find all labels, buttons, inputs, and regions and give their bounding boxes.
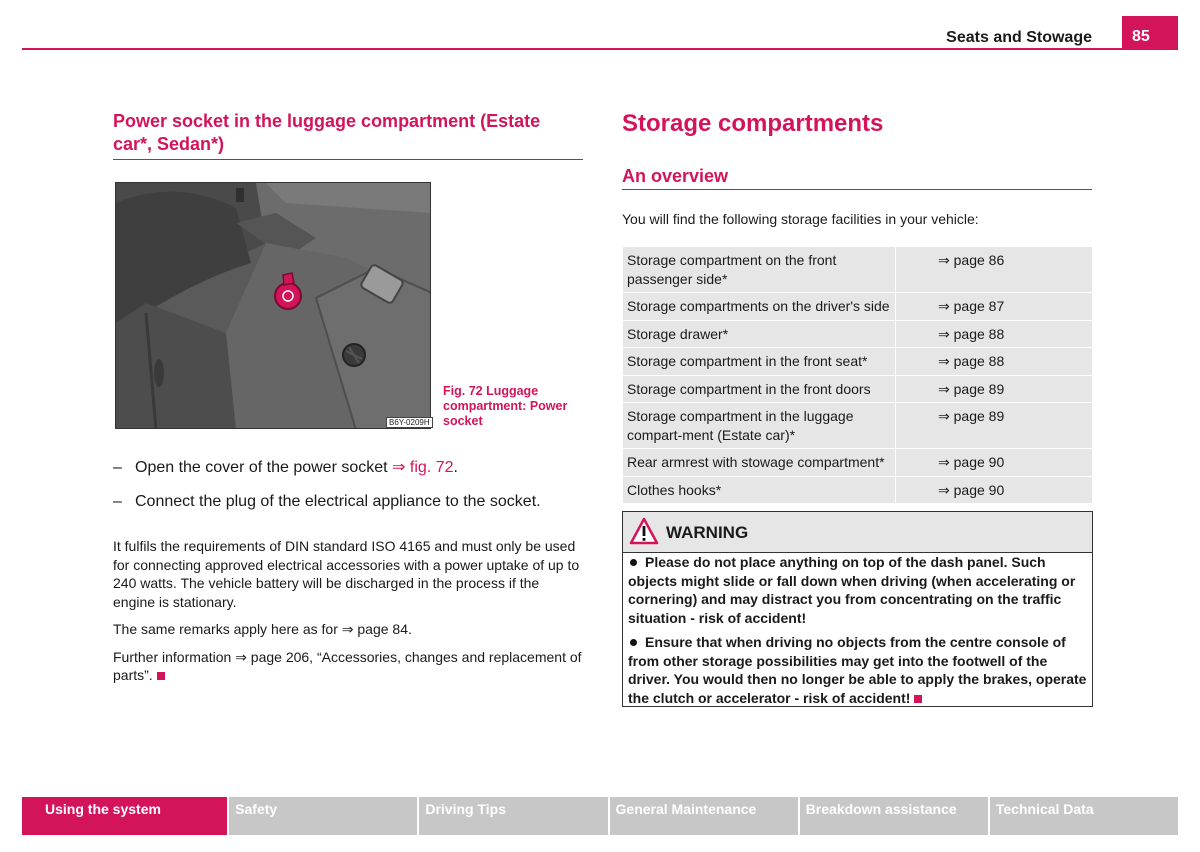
- step-item: – Connect the plug of the electrical appliance to the socket.: [113, 493, 541, 510]
- figure-caption: Fig. 72 Luggage compartment: Power socket: [443, 384, 568, 428]
- page-link[interactable]: ⇒ page 90: [896, 476, 1093, 504]
- power-socket-section: [113, 110, 583, 160]
- warning-item: Ensure that when driving no objects from the centre console of from other storage possibilities may get into the footwell of the driver. You would then no longer be able to apply the brakes, operate the clutch or accelerator - risk of accident!: [628, 633, 1087, 706]
- warning-item: Please do not place anything on top of the dash panel. Such objects might slide or fall down when driving (when accelerating or cornering) and may distract you from concentrating on the traffic situation - risk of accident!: [628, 554, 1076, 627]
- page-link[interactable]: ⇒ page 88: [896, 348, 1093, 376]
- page-link[interactable]: ⇒ page 87: [896, 293, 1093, 321]
- table-row: Rear armrest with stowage compartment* ⇒ page 90: [623, 449, 1093, 477]
- table-row: Storage drawer* ⇒ page 88: [623, 320, 1093, 348]
- warning-box: [622, 511, 1093, 707]
- tab-using-the-system[interactable]: Using the system: [22, 797, 227, 835]
- table-row: Storage compartment in the front doors ⇒ page 89: [623, 375, 1093, 403]
- bullet-icon: [630, 639, 637, 646]
- warning-header: [623, 512, 1092, 553]
- figure-code: B6Y-0209H: [386, 417, 433, 428]
- section-title: Power socket in the luggage compartment (Estate car*, Sedan*): [113, 110, 583, 160]
- paragraph: It fulfils the requirements of DIN standard ISO 4165 and must only be used for connecting approved electrical accessories with a power uptake of up to 240 watts. The vehicle battery will be discharged in the process if the engine is stationary.: [113, 538, 580, 610]
- table-row: Storage compartment on the front passenger side* ⇒ page 86: [623, 247, 1093, 293]
- warning-label: WARNING: [666, 523, 749, 542]
- power-socket-illustration: [116, 183, 431, 429]
- header-rule: [22, 48, 1178, 50]
- page-link[interactable]: ⇒ page 86: [896, 247, 1093, 293]
- page-link[interactable]: ⇒ page 90: [896, 449, 1093, 477]
- page-link[interactable]: ⇒ page 89: [896, 375, 1093, 403]
- page-number: 85: [1122, 16, 1178, 50]
- paragraph: Further information ⇒ page 206, “Accessories, changes and replacement of parts”.: [113, 648, 582, 683]
- intro-text: You will find the following storage facilities in your vehicle:: [622, 211, 979, 227]
- tab-safety[interactable]: Safety: [229, 797, 417, 835]
- bullet-icon: [630, 559, 637, 566]
- page-link[interactable]: ⇒ page 88: [896, 320, 1093, 348]
- instruction-steps: [113, 457, 583, 525]
- step-item: – Open the cover of the power socket ⇒ fig. 72.: [113, 459, 458, 476]
- warning-triangle-icon: [629, 517, 659, 545]
- chapter-title: Seats and Stowage: [946, 29, 1092, 46]
- end-square-icon: [157, 672, 165, 680]
- figure-link[interactable]: ⇒ fig. 72: [392, 459, 454, 476]
- table-row: Clothes hooks* ⇒ page 90: [623, 476, 1093, 504]
- page-link[interactable]: ⇒ page 89: [896, 403, 1093, 449]
- paragraph: The same remarks apply here as for ⇒ page 84.: [113, 621, 412, 637]
- body-text: [113, 537, 583, 694]
- end-square-icon: [914, 695, 922, 703]
- tab-driving-tips[interactable]: Driving Tips: [419, 797, 607, 835]
- tab-technical-data[interactable]: Technical Data: [990, 797, 1178, 835]
- table-row: Storage compartment in the luggage compart-ment (Estate car)* ⇒ page 89: [623, 403, 1093, 449]
- tab-breakdown-assistance[interactable]: Breakdown assistance: [800, 797, 988, 835]
- table-row: Storage compartments on the driver's side ⇒ page 87: [623, 293, 1093, 321]
- tab-general-maintenance[interactable]: General Maintenance: [610, 797, 798, 835]
- overview-subtitle: An overview: [622, 166, 1092, 190]
- storage-title: Storage compartments: [622, 110, 884, 137]
- footer-nav: [22, 797, 1178, 835]
- luggage-compartment-figure: [115, 182, 431, 429]
- storage-table: [622, 246, 1093, 504]
- table-row: Storage compartment in the front seat* ⇒ page 88: [623, 348, 1093, 376]
